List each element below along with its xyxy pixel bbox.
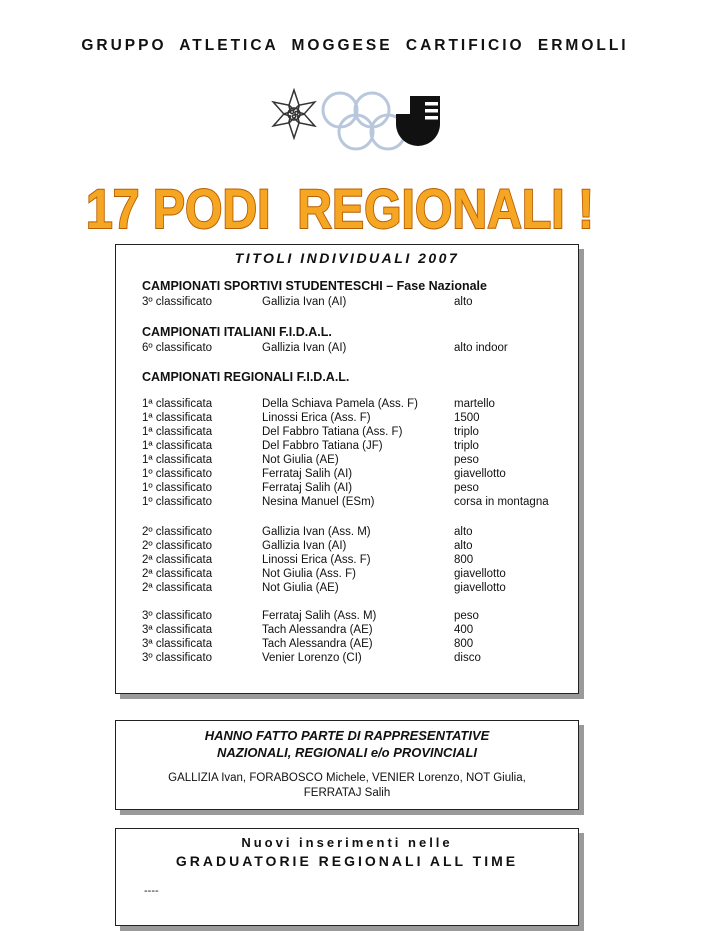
representatives-box bbox=[115, 720, 579, 810]
result-athlete: Tach Alessandra (AE) bbox=[262, 638, 373, 650]
result-event: giavellotto bbox=[454, 468, 506, 480]
result-event: peso bbox=[454, 454, 479, 466]
result-athlete: Linossi Erica (Ass. F) bbox=[262, 412, 371, 424]
result-place: 3º classificato bbox=[142, 296, 213, 308]
result-row bbox=[142, 568, 572, 582]
result-event: 1500 bbox=[454, 412, 480, 424]
banner-title: 17 PODI REGIONALI ! bbox=[86, 177, 594, 240]
section-heading: CAMPIONATI REGIONALI F.I.D.A.L. bbox=[142, 370, 350, 384]
result-athlete: Ferrataj Salih (AI) bbox=[262, 468, 353, 480]
result-row bbox=[142, 440, 572, 454]
result-event: alto bbox=[454, 526, 473, 538]
result-row bbox=[142, 412, 572, 426]
result-place: 2º classificato bbox=[142, 540, 213, 552]
section-heading: CAMPIONATI SPORTIVI STUDENTESCHI – Fase Nazionale bbox=[142, 279, 487, 293]
result-place: 2ª classificata bbox=[142, 568, 213, 580]
result-place: 3º classificato bbox=[142, 652, 213, 664]
result-row bbox=[142, 610, 572, 624]
result-athlete: Della Schiava Pamela (Ass. F) bbox=[262, 398, 418, 410]
result-place: 1ª classificata bbox=[142, 412, 213, 424]
result-row bbox=[142, 426, 572, 440]
rankings-content: ---- bbox=[144, 885, 159, 897]
result-row bbox=[142, 554, 572, 568]
olympic-rings-icon bbox=[323, 93, 405, 149]
result-event: alto bbox=[454, 296, 473, 308]
result-athlete: Not Giulia (AE) bbox=[262, 454, 339, 466]
club-title: GRUPPO ATLETICA MOGGESE CARTIFICIO ERMOLLI bbox=[81, 37, 629, 54]
result-event: corsa in montagna bbox=[454, 496, 549, 508]
rankings-heading-line2: GRADUATORIE REGIONALI ALL TIME bbox=[175, 853, 519, 869]
result-row bbox=[142, 624, 572, 638]
result-event: giavellotto bbox=[454, 568, 506, 580]
club-logos bbox=[262, 80, 462, 160]
rankings-heading-line1: Nuovi inserimenti nelle bbox=[241, 835, 453, 850]
result-place: 2º classificato bbox=[142, 526, 213, 538]
result-event: alto indoor bbox=[454, 342, 508, 354]
result-athlete: Not Giulia (Ass. F) bbox=[262, 568, 356, 580]
result-athlete: Gallizia Ivan (AI) bbox=[262, 342, 347, 354]
result-row bbox=[142, 342, 572, 356]
representatives-heading-line2: NAZIONALI, REGIONALI e/o PROVINCIALI bbox=[216, 745, 477, 760]
result-row bbox=[142, 638, 572, 652]
result-athlete: Del Fabbro Tatiana (Ass. F) bbox=[262, 426, 403, 438]
result-athlete: Venier Lorenzo (CI) bbox=[262, 652, 362, 664]
section-heading: CAMPIONATI ITALIANI F.I.D.A.L. bbox=[142, 325, 332, 339]
result-event: 800 bbox=[454, 554, 474, 566]
result-place: 1ª classificata bbox=[142, 398, 213, 410]
result-athlete: Ferrataj Salih (Ass. M) bbox=[262, 610, 377, 622]
result-place: 6º classificato bbox=[142, 342, 213, 354]
result-row bbox=[142, 296, 572, 310]
result-place: 3ª classificata bbox=[142, 638, 213, 650]
result-row bbox=[142, 454, 572, 468]
result-row bbox=[142, 482, 572, 496]
individual-titles-heading: TITOLI INDIVIDUALI 2007 bbox=[234, 250, 460, 266]
result-row bbox=[142, 468, 572, 482]
banner bbox=[0, 170, 710, 240]
edelweiss-icon bbox=[271, 90, 318, 138]
result-place: 1º classificato bbox=[142, 482, 213, 494]
result-athlete: Nesina Manuel (ESm) bbox=[262, 496, 375, 508]
result-row bbox=[142, 398, 572, 412]
result-event: 800 bbox=[454, 638, 474, 650]
result-athlete: Linossi Erica (Ass. F) bbox=[262, 554, 371, 566]
result-athlete: Gallizia Ivan (AI) bbox=[262, 296, 347, 308]
result-place: 1º classificato bbox=[142, 468, 213, 480]
result-place: 2ª classificata bbox=[142, 582, 213, 594]
result-event: triplo bbox=[454, 440, 479, 452]
result-athlete: Not Giulia (AE) bbox=[262, 582, 339, 594]
result-event: martello bbox=[454, 398, 495, 410]
result-place: 3ª classificata bbox=[142, 624, 213, 636]
result-row bbox=[142, 582, 572, 596]
result-event: giavellotto bbox=[454, 582, 506, 594]
result-row bbox=[142, 496, 572, 510]
result-event: peso bbox=[454, 482, 479, 494]
result-event: triplo bbox=[454, 426, 479, 438]
result-row bbox=[142, 652, 572, 666]
representatives-heading-line1: HANNO FATTO PARTE DI RAPPRESENTATIVE bbox=[204, 728, 490, 743]
representatives-names-line2: FERRATAJ Salih bbox=[303, 787, 391, 799]
result-place: 1ª classificata bbox=[142, 426, 213, 438]
result-event: peso bbox=[454, 610, 479, 622]
result-event: 400 bbox=[454, 624, 474, 636]
representatives-names-line1: GALLIZIA Ivan, FORABOSCO Michele, VENIER Lorenzo, NOT Giulia, bbox=[168, 772, 526, 784]
result-row bbox=[142, 526, 572, 540]
result-athlete: Gallizia Ivan (Ass. M) bbox=[262, 526, 371, 538]
result-event: alto bbox=[454, 540, 473, 552]
result-place: 2ª classificata bbox=[142, 554, 213, 566]
result-athlete: Tach Alessandra (AE) bbox=[262, 624, 373, 636]
all-time-rankings-box bbox=[115, 828, 579, 926]
individual-titles-box bbox=[115, 244, 579, 694]
result-place: 1ª classificata bbox=[142, 454, 213, 466]
result-place: 3º classificato bbox=[142, 610, 213, 622]
result-place: 1ª classificata bbox=[142, 440, 213, 452]
result-athlete: Ferrataj Salih (AI) bbox=[262, 482, 353, 494]
result-event: disco bbox=[454, 652, 481, 664]
result-place: 1º classificato bbox=[142, 496, 213, 508]
result-row bbox=[142, 540, 572, 554]
result-athlete: Del Fabbro Tatiana (JF) bbox=[262, 440, 383, 452]
result-athlete: Gallizia Ivan (AI) bbox=[262, 540, 347, 552]
club-emblem-icon bbox=[396, 96, 440, 146]
